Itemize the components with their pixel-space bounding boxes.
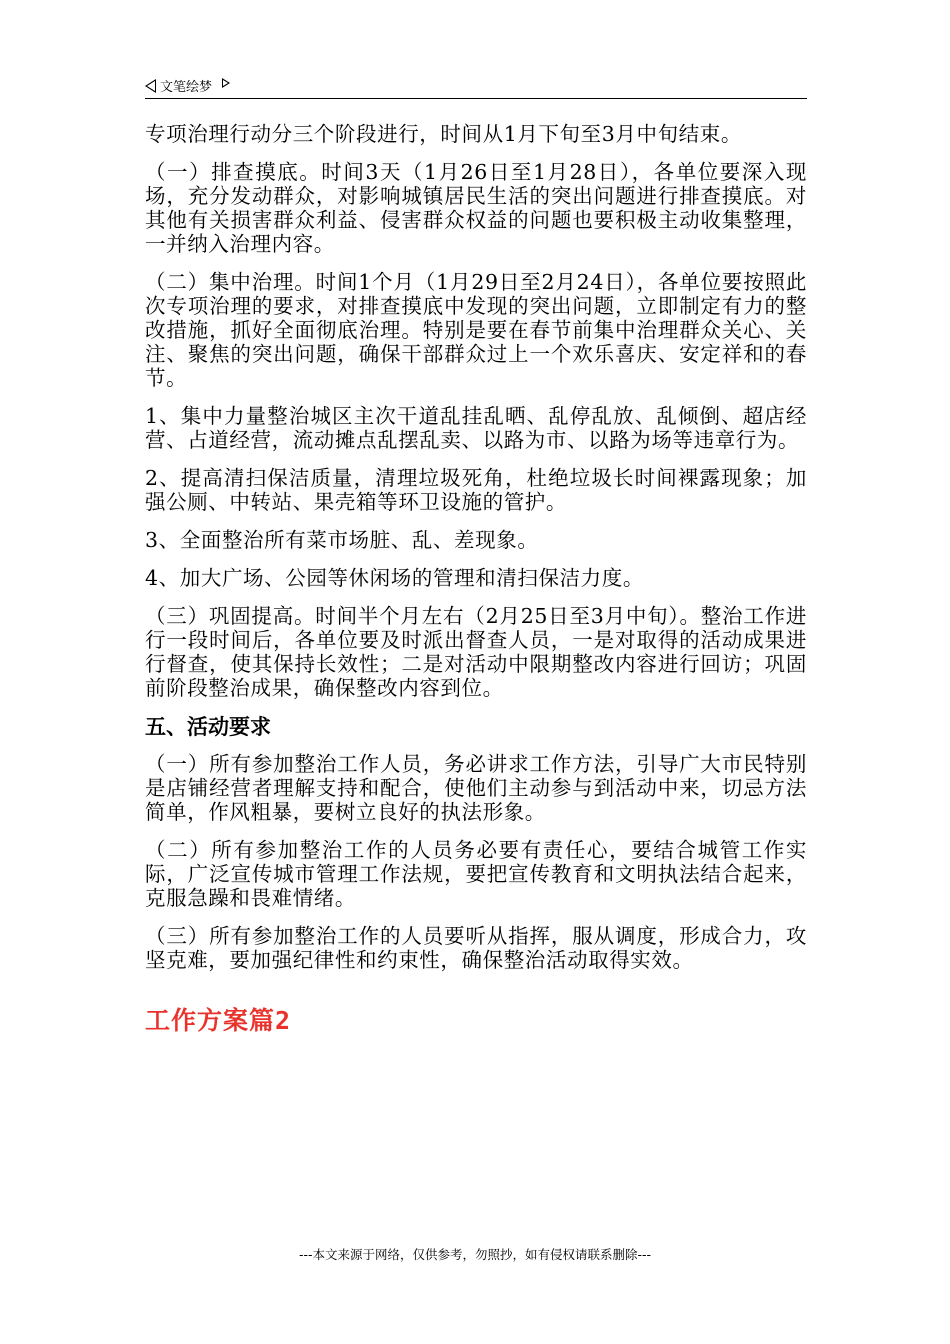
triangle-left-icon xyxy=(145,79,156,93)
paragraph: （三）巩固提高。时间半个月左右（2月25日至3月中旬）。整治工作进行一段时间后，各单位要及时派出督查人员，一是对取得的活动成果进行督查，使其保持长效性；二是对活动中限期整改内容进行回访；巩固前阶段整治成果，确保整改内容到位。 xyxy=(145,604,808,700)
paragraph: 专项治理行动分三个阶段进行，时间从1月下旬至3月中旬结束。 xyxy=(145,122,742,146)
footer-disclaimer: ---本文来源于网络，仅供参考，勿照抄，如有侵权请联系删除--- xyxy=(298,1247,652,1262)
next-section-title: 工作方案篇2 xyxy=(145,1006,292,1035)
document-body xyxy=(145,122,807,1036)
paragraph: （一）所有参加整治工作人员，务必讲求工作方法，引导广大市民特别是店铺经营者理解支持和配合，使他们主动参与到活动中来，切忌方法简单，作风粗暴，要树立良好的执法形象。 xyxy=(145,752,807,824)
paragraph: （二）所有参加整治工作的人员务必要有责任心，要结合城管工作实际，广泛宣传城市管理工作法规，要把宣传教育和文明执法结合起来，克服急躁和畏难情绪。 xyxy=(145,838,807,910)
paragraph: 1、集中力量整治城区主次干道乱挂乱晒、乱停乱放、乱倾倒、超店经营、占道经营，流动摊点乱摆乱卖、以路为市、以路为场等违章行为。 xyxy=(145,404,807,452)
brand-name: 文笔绘梦 xyxy=(160,80,213,95)
paragraph: 2、提高清扫保洁质量，清理垃圾死角，杜绝垃圾长时间裸露现象；加强公厕、中转站、果壳箱等环卫设施的管护。 xyxy=(145,466,807,514)
page-header xyxy=(145,72,807,99)
paragraph: 3、全面整治所有菜市场脏、乱、差现象。 xyxy=(145,528,539,552)
triangle-right-icon xyxy=(222,78,230,88)
paragraph: （一）排查摸底。时间3天（1月26日至1月28日），各单位要深入现场，充分发动群众，对影响城镇居民生活的突出问题进行排查摸底。对其他有关损害群众利益、侵害群众权益的问题也要积极主动收集整理，一并纳入治理内容。 xyxy=(145,160,807,256)
paragraph: （二）集中治理。时间1个月（1月29日至2月24日），各单位要按照此次专项治理的要求，对排查摸底中发现的突出问题，立即制定有力的整改措施，抓好全面彻底治理。特别是要在春节前集中治理群众关心、关注、聚焦的突出问题，确保干部群众过上一个欢乐喜庆、安定祥和的春节。 xyxy=(145,270,807,390)
paragraph: （三）所有参加整治工作的人员要听从指挥，服从调度，形成合力，攻坚克难，要加强纪律性和约束性，确保整治活动取得实效。 xyxy=(145,924,807,972)
paragraph: 4、加大广场、公园等休闲场的管理和清扫保洁力度。 xyxy=(145,566,644,590)
section-heading: 五、活动要求 xyxy=(145,715,271,739)
header-brand xyxy=(145,76,230,95)
